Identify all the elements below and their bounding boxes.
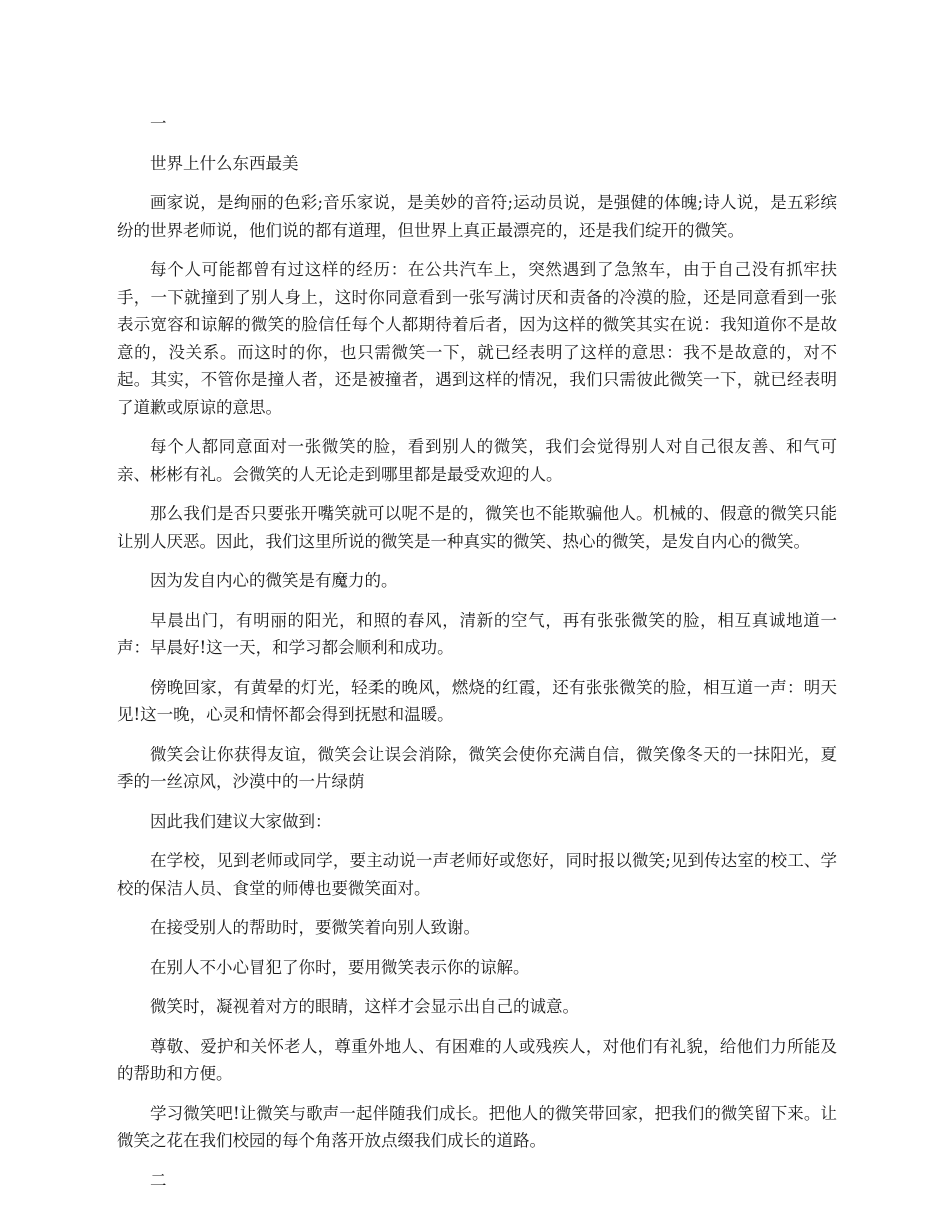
section-number: 一 xyxy=(150,114,167,133)
essay-title: 世界上什么东西最美 xyxy=(150,153,299,173)
paragraph: 画家说，是绚丽的色彩;音乐家说，是美妙的音符;运动员说，是强健的体魄;诗人说，是五彩缤纷的世界老师说，他们说的都有道理，但世界上真正最漂亮的，还是我们绽开的微笑。 xyxy=(117,193,837,240)
paragraph: 在学校，见到老师或同学，要主动说一声老师好或您好，同时报以微笑;见到传达室的校工、学校的保洁人员、食堂的师傅也要微笑面对。 xyxy=(117,851,837,898)
paragraph: 微笑会让你获得友谊，微笑会让误会消除，微笑会使你充满自信，微笑像冬天的一抹阳光，夏季的一丝凉风，沙漠中的一片绿荫 xyxy=(117,744,837,791)
paragraph: 因为发自内心的微笑是有魔力的。 xyxy=(150,571,398,590)
paragraph: 在接受别人的帮助时，要微笑着向别人致谢。 xyxy=(150,918,480,937)
section-number: 二 xyxy=(150,1170,167,1190)
paragraph: 每个人都同意面对一张微笑的脸，看到别人的微笑，我们会觉得别人对自己很友善、和气可亲、彬彬有礼。会微笑的人无论走到哪里都是最受欢迎的人。 xyxy=(117,437,837,484)
paragraph: 那么我们是否只要张开嘴笑就可以呢不是的，微笑也不能欺骗他人。机械的、假意的微笑只能让别人厌恶。因此，我们这里所说的微笑是一种真实的微笑、热心的微笑，是发自内心的微笑。 xyxy=(117,504,837,551)
paragraph: 早晨出门，有明丽的阳光，和照的春风，清新的空气，再有张张微笑的脸，相互真诚地道一声：早晨好!这一天，和学习都会顺利和成功。 xyxy=(117,610,837,657)
paragraph: 因此我们建议大家做到： xyxy=(150,811,332,831)
paragraph: 在别人不小心冒犯了你时，要用微笑表示你的谅解。 xyxy=(150,957,530,977)
document-body xyxy=(117,110,837,1206)
paragraph: 傍晚回家，有黄晕的灯光，轻柔的晚风，燃烧的红霞，还有张张微笑的脸，相互道一声：明天见!这一晚，心灵和情怀都会得到抚慰和温暖。 xyxy=(117,677,837,724)
paragraph: 每个人可能都曾有过这样的经历：在公共汽车上，突然遇到了急煞车，由于自己没有抓牢扶手，一下就撞到了别人身上，这时你同意看到一张写满讨厌和责备的冷漠的脸，还是同意看到一张表示宽容和谅解的微笑的脸信任每个人都期待着后者，因为这样的微笑其实在说：我知道你不是故意的，没关系。而这时的你，也只需微笑一下，就已经表明了这样的意思：我不是故意的，对不起。其实，不管你是撞人者，还是被撞者，遇到这样的情况，我们只需彼此微笑一下，就已经表明了道歉或原谅的意思。 xyxy=(117,260,837,417)
paragraph: 微笑时，凝视着对方的眼睛，这样才会显示出自己的诚意。 xyxy=(150,997,579,1016)
paragraph: 尊敬、爱护和关怀老人，尊重外地人、有困难的人或残疾人，对他们有礼貌，给他们力所能及的帮助和方便。 xyxy=(117,1036,837,1083)
paragraph: 学习微笑吧!让微笑与歌声一起伴随我们成长。把他人的微笑带回家，把我们的微笑留下来。让微笑之花在我们校园的每个角落开放点缀我们成长的道路。 xyxy=(117,1103,837,1150)
